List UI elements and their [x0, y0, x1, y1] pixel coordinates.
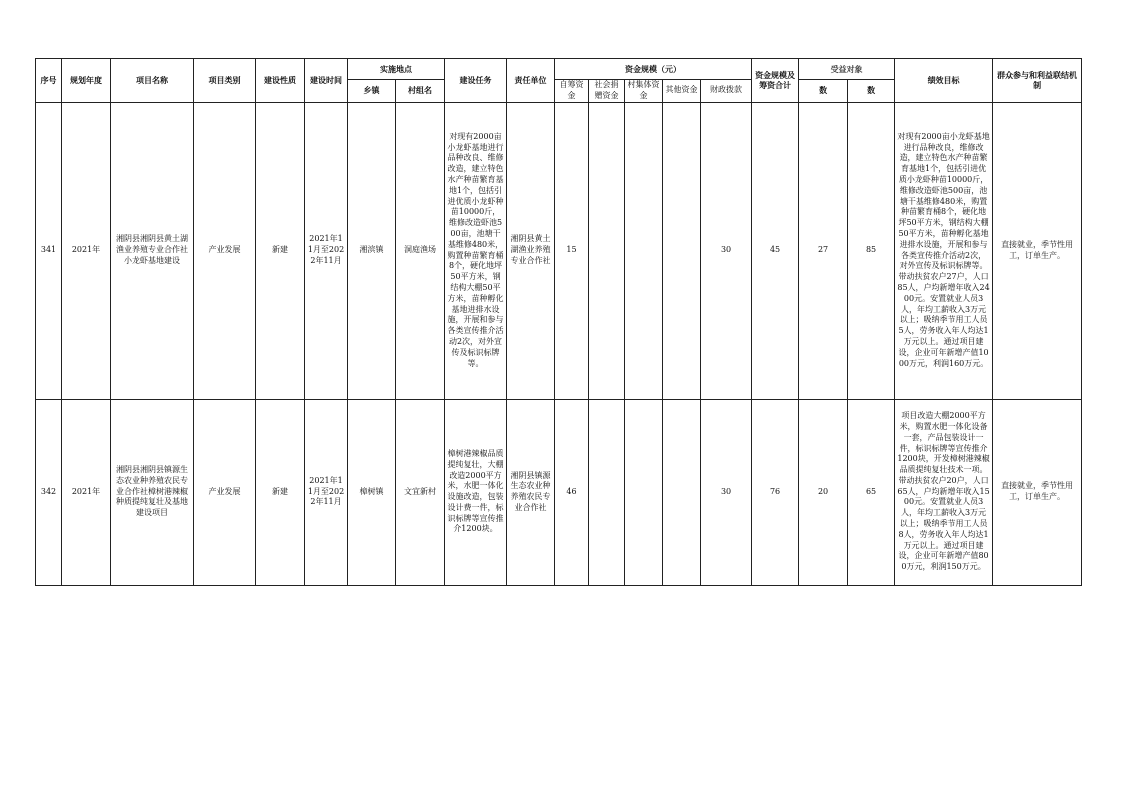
cell-build-time: 2021年11月至2022年11月	[305, 102, 348, 399]
col-header-village-collective: 村集体资金	[625, 80, 663, 103]
col-header-count-1: 数	[799, 80, 848, 103]
col-header-funds-total: 资金规模及筹资合计	[752, 59, 799, 103]
cell-self-raised: 15	[555, 102, 589, 399]
cell-plan-year: 2021年	[62, 399, 111, 585]
col-header-village: 村组名	[396, 80, 445, 103]
cell-mechanism: 直接就业，季节性用工，订单生产。	[993, 399, 1082, 585]
cell-task: 对现有2000亩小龙虾基地进行品种改良、维修改造，建立特色水产种苗繁育基地1个，包括引进优质小龙虾种苗10000斤，维修改造虾池500亩，池塘干基维修480米，购置种苗繁育桶8个，硬化地坪50平方米，钢结构大棚50平方米，苗种孵化基地进排水设施，开展和参与各类宣传推介活动2次，对外宣传及标识标牌等。	[445, 102, 507, 399]
col-header-project-type: 项目类别	[194, 59, 256, 103]
col-header-self-raised: 自筹资金	[555, 80, 589, 103]
cell-build-time: 2021年11月至2022年11月	[305, 399, 348, 585]
cell-township: 湘滨镇	[348, 102, 396, 399]
col-header-location: 实施地点	[348, 59, 445, 80]
col-header-count-2: 数	[848, 80, 895, 103]
cell-funds-total: 76	[752, 399, 799, 585]
cell-village: 洞庭渔场	[396, 102, 445, 399]
cell-seq: 341	[36, 102, 62, 399]
cell-count-2: 65	[848, 399, 895, 585]
col-header-social-donation: 社会捐赠资金	[589, 80, 625, 103]
cell-project-name: 湘阴县湘阴县黄土湖渔业养殖专业合作社小龙虾基地建设	[111, 102, 194, 399]
cell-project-name: 湘阴县湘阴县镇源生态农业种养殖农民专业合作社樟树港辣椒种质提纯复壮及基地建设项目	[111, 399, 194, 585]
cell-mechanism: 直接就业，季节性用工，订单生产。	[993, 102, 1082, 399]
cell-village-collective	[625, 399, 663, 585]
col-header-fiscal: 财政拨款	[701, 80, 752, 103]
cell-count-1: 27	[799, 102, 848, 399]
cell-build-nature: 新建	[256, 102, 305, 399]
col-header-other-funds: 其他资金	[663, 80, 701, 103]
col-header-build-nature: 建设性质	[256, 59, 305, 103]
col-header-mechanism: 群众参与和利益联结机制	[993, 59, 1082, 103]
cell-count-2: 85	[848, 102, 895, 399]
cell-other-funds	[663, 102, 701, 399]
cell-task: 樟树港辣椒品质提纯复壮，大棚改造2000平方米，水肥一体化设施改造，包装设计费一件，标识标牌等宣传推介1200块。	[445, 399, 507, 585]
cell-township: 樟树镇	[348, 399, 396, 585]
cell-project-type: 产业发展	[194, 399, 256, 585]
cell-funds-total: 45	[752, 102, 799, 399]
col-header-beneficiary: 受益对象	[799, 59, 895, 80]
table-row	[36, 399, 1082, 585]
cell-responsible: 湘阴县镇源生态农业种养殖农民专业合作社	[507, 399, 555, 585]
cell-performance: 对现有2000亩小龙虾基地进行品种改良，维修改造，建立特色水产种苗繁育基地1个，包括引进优质小龙虾种苗10000斤，维修改造虾池500亩，池塘干基维修480米，购置种苗繁育桶8个，硬化地坪50平方米，钢结构大棚50平方米，苗种孵化基地进排水设施，开展和参与各类宣传推介活动2次，对外宣传及标识标牌等。带动扶贫农户27户，人口85人，户均新增年收入2400元。安置就业人员3人，年均工薪收入3万元以上；吸纳季节用工人员5人，劳务收入年人均达1万元以上。通过项目建设，企业可年新增产值1000万元，利润160万元。	[895, 102, 993, 399]
cell-village-collective	[625, 102, 663, 399]
project-table	[35, 58, 1082, 586]
cell-social-donation	[589, 102, 625, 399]
col-header-seq: 序号	[36, 59, 62, 103]
cell-social-donation	[589, 399, 625, 585]
table-row	[36, 102, 1082, 399]
cell-build-nature: 新建	[256, 399, 305, 585]
header-row-1	[36, 59, 1082, 80]
cell-plan-year: 2021年	[62, 102, 111, 399]
col-header-funds: 资金规模（元）	[555, 59, 752, 80]
col-header-township: 乡镇	[348, 80, 396, 103]
cell-village: 文宜新村	[396, 399, 445, 585]
cell-responsible: 湘阴县黄土湖渔业养殖专业合作社	[507, 102, 555, 399]
cell-fiscal: 30	[701, 399, 752, 585]
col-header-performance: 绩效目标	[895, 59, 993, 103]
col-header-task: 建设任务	[445, 59, 507, 103]
col-header-responsible: 责任单位	[507, 59, 555, 103]
cell-self-raised: 46	[555, 399, 589, 585]
col-header-build-time: 建设时间	[305, 59, 348, 103]
cell-fiscal: 30	[701, 102, 752, 399]
cell-project-type: 产业发展	[194, 102, 256, 399]
col-header-plan-year: 规划年度	[62, 59, 111, 103]
cell-performance: 项目改造大棚2000平方米，购置水肥一体化设备一套，产品包装设计一件，标识标牌等宣传推介1200块，开发樟树港辣椒品质提纯复壮技术一项。带动扶贫农户20户，人口65人，户均新增年收入1500元。安置就业人员3人，年均工薪收入3万元以上；吸纳季节用工人员8人，劳务收入年人均达1万元以上。通过项目建设，企业可年新增产值800万元，利润150万元。	[895, 399, 993, 585]
cell-seq: 342	[36, 399, 62, 585]
col-header-project-name: 项目名称	[111, 59, 194, 103]
cell-other-funds	[663, 399, 701, 585]
cell-count-1: 20	[799, 399, 848, 585]
